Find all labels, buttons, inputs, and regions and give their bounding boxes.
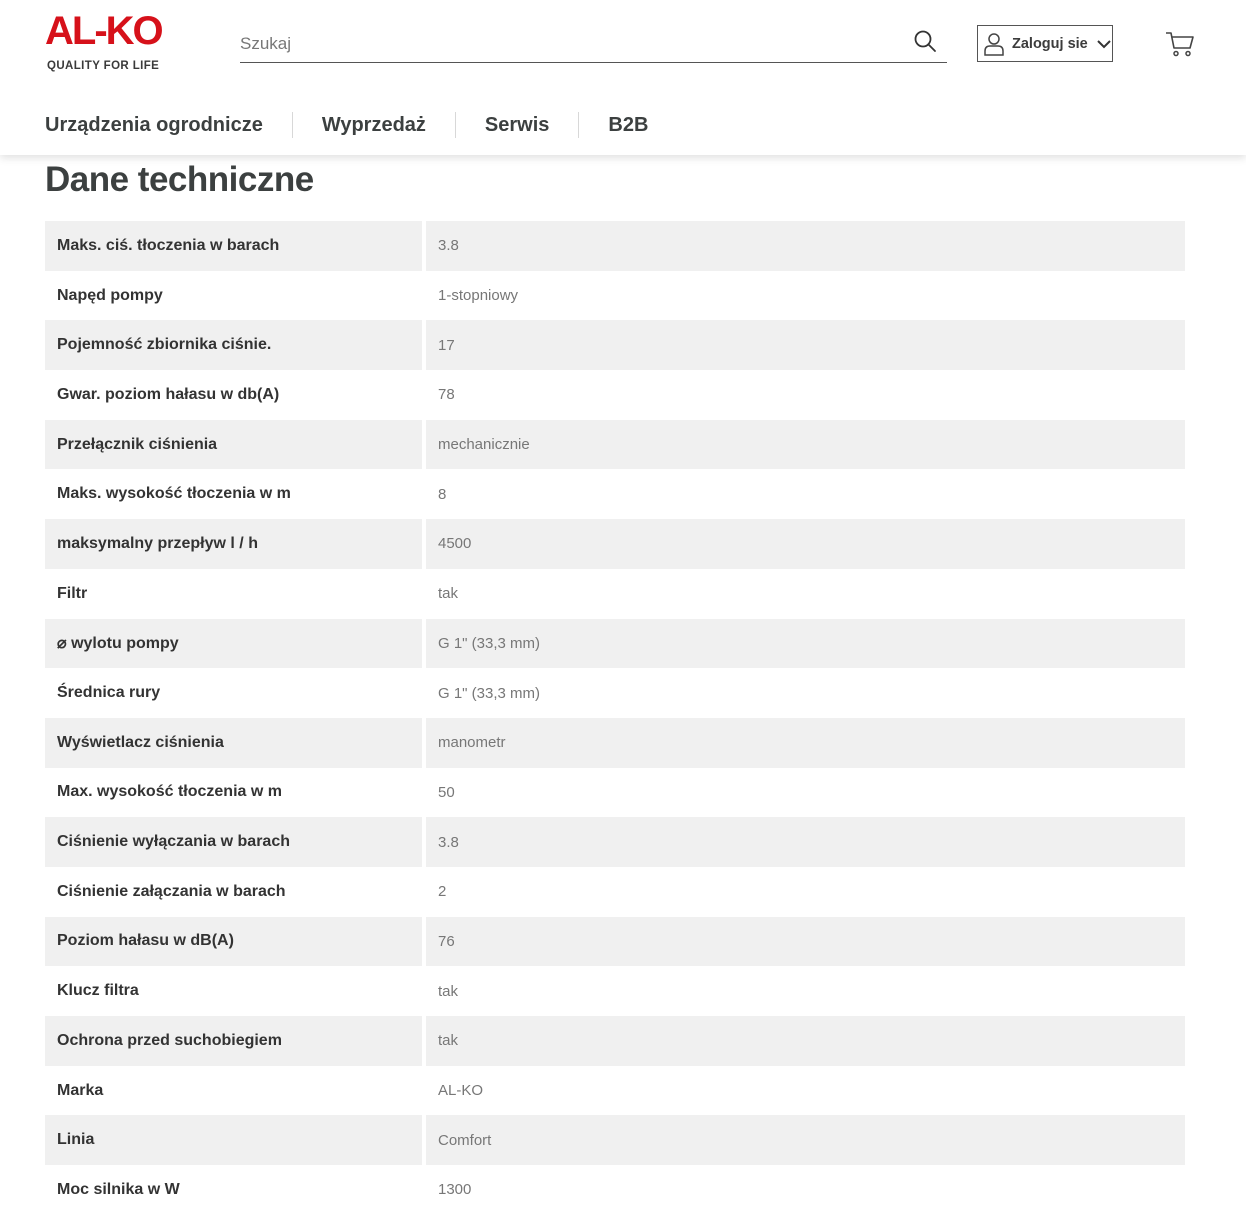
spec-label: Wyświetlacz ciśnienia: [45, 718, 422, 768]
chevron-down-icon: [1096, 38, 1112, 50]
spec-label: Poziom hałasu w dB(A): [45, 917, 422, 967]
spec-label: Max. wysokość tłoczenia w m: [57, 783, 282, 801]
table-row: [45, 668, 1185, 718]
spec-label: Maks. ciś. tłoczenia w barach: [45, 221, 422, 271]
table-row: [45, 221, 1185, 271]
table-row: [45, 966, 1185, 1016]
spec-label: Maks. wysokość tłoczenia w m: [57, 485, 291, 503]
login-label: Zaloguj sie: [1012, 35, 1088, 52]
spec-label: Marka: [57, 1081, 104, 1099]
spec-label: Ciśnienie wyłączania w barach: [45, 817, 422, 867]
spec-label: Linia: [45, 1115, 422, 1165]
spec-label: Średnica rury: [57, 684, 161, 702]
main-nav: [45, 108, 648, 142]
nav-item-sale[interactable]: Wyprzedaż: [321, 113, 426, 136]
table-row: [45, 519, 1185, 569]
table-row: [45, 768, 1185, 818]
spec-value: 1300: [438, 1181, 472, 1199]
spec-value: 3.8: [426, 817, 1185, 867]
spec-label: Gwar. poziom hałasu w db(A): [57, 385, 280, 403]
spec-value: 76: [426, 917, 1185, 967]
spec-value: 4500: [426, 519, 1185, 569]
spec-label: Ochrona przed suchobiegiem: [45, 1016, 422, 1066]
spec-value: tak: [426, 1016, 1185, 1066]
cart-icon[interactable]: [1164, 27, 1196, 59]
spec-value: 8: [438, 485, 447, 503]
spec-table: [45, 221, 1185, 1215]
spec-value: G 1" (33,3 mm): [438, 684, 541, 702]
page-title: Dane techniczne: [45, 160, 314, 199]
spec-value: 17: [426, 320, 1185, 370]
spec-label: Ciśnienie załączania w barach: [57, 882, 286, 900]
login-button[interactable]: [977, 25, 1113, 62]
spec-value: tak: [438, 585, 459, 603]
table-row: [45, 817, 1185, 867]
spec-value: tak: [438, 982, 459, 1000]
spec-label: Pojemność zbiornika ciśnie.: [45, 320, 422, 370]
logo-wordmark: AL-KO: [45, 9, 162, 53]
spec-label: Napęd pompy: [57, 286, 163, 304]
spec-value: 3.8: [426, 221, 1185, 271]
site-header: [0, 0, 1246, 155]
nav-item-b2b[interactable]: B2B: [608, 113, 649, 136]
spec-label: maksymalny przepływ l / h: [45, 519, 422, 569]
nav-divider: [455, 112, 456, 138]
search-icon[interactable]: [913, 29, 937, 53]
table-row: [45, 619, 1185, 669]
table-row: [45, 469, 1185, 519]
spec-value: mechanicznie: [426, 420, 1185, 470]
table-row: [45, 1016, 1185, 1066]
spec-value: manometr: [426, 718, 1185, 768]
spec-label: Filtr: [57, 584, 88, 602]
nav-divider: [578, 112, 579, 138]
table-row: [45, 917, 1185, 967]
spec-label: ⌀ wylotu pompy: [45, 619, 422, 669]
table-row: [45, 320, 1185, 370]
spec-value: 2: [438, 883, 447, 901]
table-row: [45, 1165, 1185, 1215]
table-row: [45, 370, 1185, 420]
nav-item-service[interactable]: Serwis: [484, 113, 550, 136]
spec-label: Moc silnika w W: [57, 1180, 180, 1198]
table-row: [45, 1115, 1185, 1165]
spec-value: Comfort: [426, 1115, 1185, 1165]
table-row: [45, 271, 1185, 321]
spec-value: 1-stopniowy: [438, 287, 519, 305]
spec-label: Klucz filtra: [57, 982, 139, 1000]
alko-logo[interactable]: [45, 9, 193, 74]
nav-item-garden-devices[interactable]: Urządzenia ogrodnicze: [45, 113, 263, 136]
table-row: [45, 420, 1185, 470]
table-row: [45, 569, 1185, 619]
spec-value: G 1" (33,3 mm): [426, 619, 1185, 669]
nav-divider: [292, 112, 293, 138]
user-icon: [983, 32, 1005, 56]
spec-value: 78: [438, 386, 455, 404]
logo-tagline: QUALITY FOR LIFE: [47, 60, 160, 72]
table-row: [45, 1066, 1185, 1116]
table-row: [45, 718, 1185, 768]
search-input[interactable]: [240, 29, 890, 59]
spec-value: AL-KO: [438, 1082, 484, 1100]
spec-label: Przełącznik ciśnienia: [45, 420, 422, 470]
search-bar: [240, 27, 947, 63]
spec-value: 50: [438, 783, 455, 801]
table-row: [45, 867, 1185, 917]
